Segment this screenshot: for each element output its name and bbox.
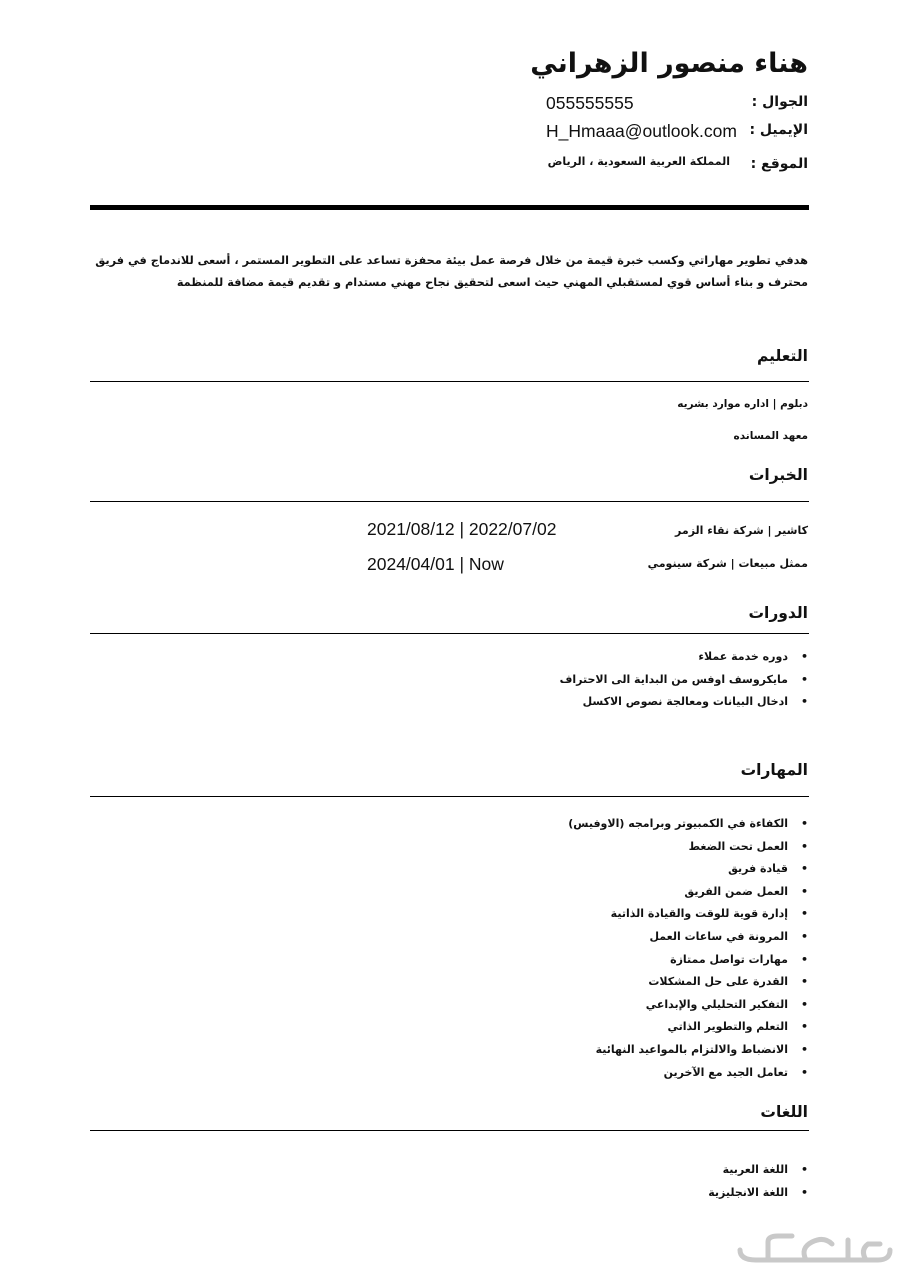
experience-role-1: كاشير | شركة نقاء الزمر [675,524,808,537]
course-item: • مايكروسف اوفس من البداية الى الاحتراف [560,669,808,692]
experience-title: الخبرات [748,466,808,484]
skill-item: • مهارات تواصل ممتازة [568,949,808,972]
courses-title: الدورات [748,604,808,622]
language-item: • اللغة الانجليزية [708,1181,808,1204]
education-degree: دبلوم | اداره موارد بشريه [677,398,808,410]
candidate-name: هناء منصور الزهراني [530,48,808,79]
courses-divider [90,633,809,634]
skill-item: • الكفاءة في الكمبيوتر وبرامجه (الاوفيس) [568,813,808,836]
skill-item: • التعلم والتطوير الذاتي [568,1016,808,1039]
skill-item: • تعامل الجيد مع الآخرين [568,1062,808,1085]
skill-item: • العمل تحت الضغط [568,836,808,859]
experience-divider [90,501,809,502]
languages-list [708,1158,808,1204]
course-item: • ادخال البيانات ومعالجة نصوص الاكسل [560,691,808,714]
objective-text [88,250,808,294]
courses-list [560,646,808,714]
experience-dates-1: 2021/08/12 | 2022/07/02 [367,519,557,539]
skill-item: • العمل ضمن الفريق [568,881,808,904]
skill-item: • المرونة في ساعات العمل [568,926,808,949]
experience-role-2: ممثل مبيعات | شركة سينومي [647,557,808,570]
skills-title: المهارات [740,761,808,779]
objective-line-1: هدفي تطوير مهاراتي وكسب خبرة قيمة من خلال فرصة عمل بيئة محفزة تساعد على التطوير المستمر ، أسعى للاندماج في فريق [95,254,808,267]
education-divider [90,381,809,382]
email-label: الإيميل : [749,122,808,138]
header-divider [90,205,809,210]
education-institute: معهد المسانده [733,430,808,442]
experience-dates-2: 2024/04/01 | Now [367,554,504,574]
skill-item: • الانضباط والالتزام بالمواعيد النهائية [568,1039,808,1062]
language-item: • اللغة العربية [708,1158,808,1181]
location-value: المملكة العربية السعودية ، الرياض [547,155,730,168]
phone-value: 055555555 [546,93,634,113]
languages-title: اللغات [760,1103,808,1121]
skills-list [568,813,808,1084]
skill-item: • القدرة على حل المشكلات [568,971,808,994]
skill-item: • إدارة قوية للوقت والقيادة الذاتية [568,903,808,926]
skill-item: • التفكير التحليلي والإبداعي [568,994,808,1017]
email-value: H_Hmaaa@outlook.com [546,121,737,141]
course-item: • دوره خدمة عملاء [560,646,808,669]
location-label: الموقع : [750,156,808,172]
languages-divider [90,1130,809,1131]
education-title: التعليم [756,347,808,365]
objective-line-2: محترف و بناء أساس قوي لمستقبلي المهني حيث اسعى لتحقيق نجاح مهني مستدام و تقديم قيمة مضافة للمنظمة [176,276,808,289]
skills-divider [90,796,809,797]
skill-item: • قيادة فريق [568,858,808,881]
haraj-logo-icon [728,1228,898,1268]
phone-label: الجوال : [751,94,808,110]
